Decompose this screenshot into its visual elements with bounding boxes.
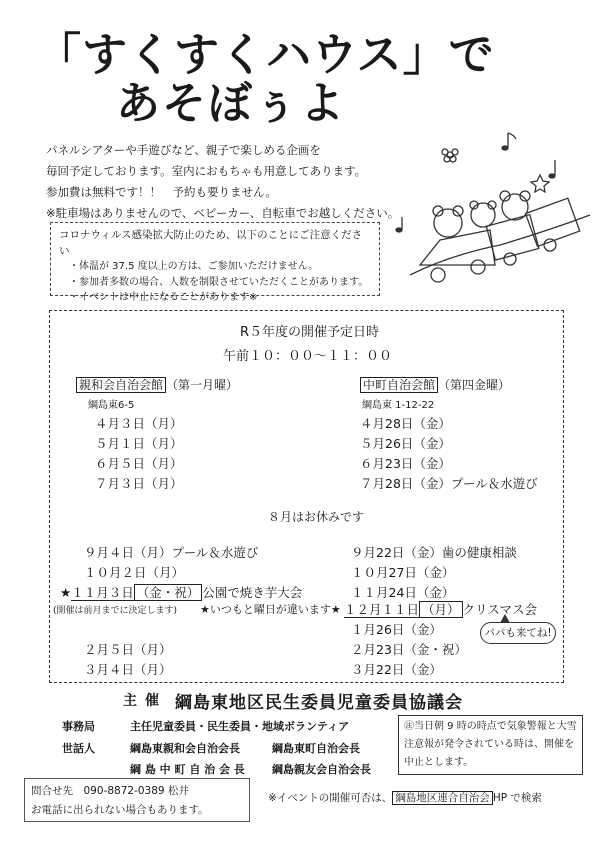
christmas-day: （月） [419, 601, 463, 618]
left-venue-name: 親和会自治会館 [76, 377, 166, 393]
right-date: ６月23日（金） [360, 456, 451, 471]
flower-icon [442, 149, 458, 162]
office-label: 事務局 [62, 720, 95, 733]
title-line1: 「すくすくハウス」で [36, 28, 495, 81]
christmas-rest: クリスマス会 [462, 602, 538, 617]
imo-day: （金・祝） [134, 584, 203, 601]
caretaker-label: 世話人 [62, 742, 95, 755]
contact-box [24, 778, 250, 822]
decision-note: (開催は前月までに決定します) [53, 606, 178, 616]
right-venue-address: 綱島東 1-12-22 [362, 400, 435, 411]
caution-item: ・体温が 37.5 度以上の方は、ご参加いただけません。 [69, 261, 319, 272]
left-date: ７月３日（月） [95, 476, 183, 491]
christmas-date: １２月１１日 [344, 602, 420, 617]
imo-date: １１月３日 [71, 585, 134, 600]
intro-line: パネルシアターや手遊びなど、親子で楽しめる企画を [46, 143, 321, 157]
caution-item: ・参加者多数の場合、人数を制限させていただくことがあります。 [69, 276, 369, 288]
office-value: 主任児童委員・民生委員・地域ボランティア [130, 720, 350, 733]
intro-line: ※駐車場はありませんので、ベビーカー、自転車でお越しください。 [46, 206, 400, 220]
papa-bubble: パパも来てね! [480, 622, 556, 644]
intro-text [46, 140, 399, 224]
late-date-right: １１月24日（金） [351, 585, 455, 600]
right-venue-freq: （第四金曜） [438, 378, 511, 392]
footer-pre: ※イベントの開催可否は、 [268, 792, 393, 804]
contact-phone: 問合せ先 090-8872-0389 松井 [31, 785, 189, 797]
late-date-right: １月26日（金） [351, 622, 442, 637]
weather-notice: ㊟当日朝 9 時の時点で気象警報と大雪注意報が発令されている時は、開催を中止とします。 [398, 715, 583, 775]
left-date: ６月５日（月） [95, 456, 183, 471]
late-date-left: ２月５日（月） [84, 642, 172, 657]
host-label: 主催 [123, 693, 167, 709]
late-date-right: １０月27日（金） [351, 565, 455, 580]
right-date: ４月28日（金） [360, 416, 451, 431]
right-venue-name: 中町自治会館 [360, 377, 438, 393]
music-note-icon [549, 160, 555, 178]
late-date-left: ９月４日（月）プール＆水遊び [84, 545, 259, 560]
schedule-box [49, 310, 564, 683]
schedule-heading: R５年度の開催予定日時 [240, 325, 380, 340]
right-date: ７月28日（金）プール＆水遊び [360, 476, 538, 491]
left-date: ４月３日（月） [95, 416, 183, 431]
left-date: ５月１日（月） [95, 436, 183, 451]
different-day-note: ★いつもと曜日が違います★ [200, 603, 341, 616]
bears-train-illustration [390, 125, 595, 300]
caretaker-name: 綱島東町自治会長 [272, 742, 360, 755]
star-icon: ★ [60, 585, 72, 600]
caretaker-name: 綱島東親和会自治会長 [130, 742, 240, 755]
right-venue-header [360, 376, 510, 393]
left-venue-header [76, 376, 238, 393]
late-date-left: １０月２日（月） [84, 565, 185, 580]
caution-box [50, 222, 380, 303]
caretaker-name: 綱島親友会自治会長 [272, 763, 371, 776]
imo-rest: 公園で焼き芋大会 [202, 585, 303, 600]
right-date: ５月26日（金） [360, 436, 451, 451]
late-date-right: ３月22日（金） [351, 662, 442, 677]
caution-title: コロナウィルス感染拡大防止のため、以下のことにご注意ください [59, 229, 363, 257]
music-note-icon [396, 217, 402, 232]
footer-boxed: 綱島地区連合自治会 [392, 791, 493, 805]
left-venue-freq: （第一月曜） [166, 378, 239, 392]
imo-event [60, 583, 302, 601]
late-date-left: ３月４日（月） [84, 662, 172, 677]
schedule-time: 午前１０：００～１１：００ [223, 349, 393, 364]
footer-note [268, 790, 542, 805]
caretaker-name: 綱 島 中 町 自 治 会 長 [130, 763, 245, 776]
late-date-right: ２月23日（金・祝） [351, 642, 467, 657]
intro-line: 毎回予定しております。室内におもちゃも用意してあります。 [46, 164, 367, 178]
music-note-icon [502, 133, 516, 150]
intro-line: 参加費は無料です！！ 予約も要りません。 [46, 185, 277, 199]
left-venue-address: 綱島東6-5 [88, 400, 135, 411]
late-date-right: ９月22日（金）歯の健康相談 [351, 545, 517, 560]
host-name: 綱島東地区民生委員児童委員協議会 [175, 693, 463, 713]
contact-note: お電話に出られない場合もあります。 [31, 804, 209, 816]
august-note: ８月はお休みです [268, 510, 365, 524]
caution-item: ・イベントは中止になることがあります※ [69, 292, 258, 303]
footer-post: HP で検索 [492, 792, 542, 804]
title-line2: あそぼぅよ [116, 78, 346, 129]
